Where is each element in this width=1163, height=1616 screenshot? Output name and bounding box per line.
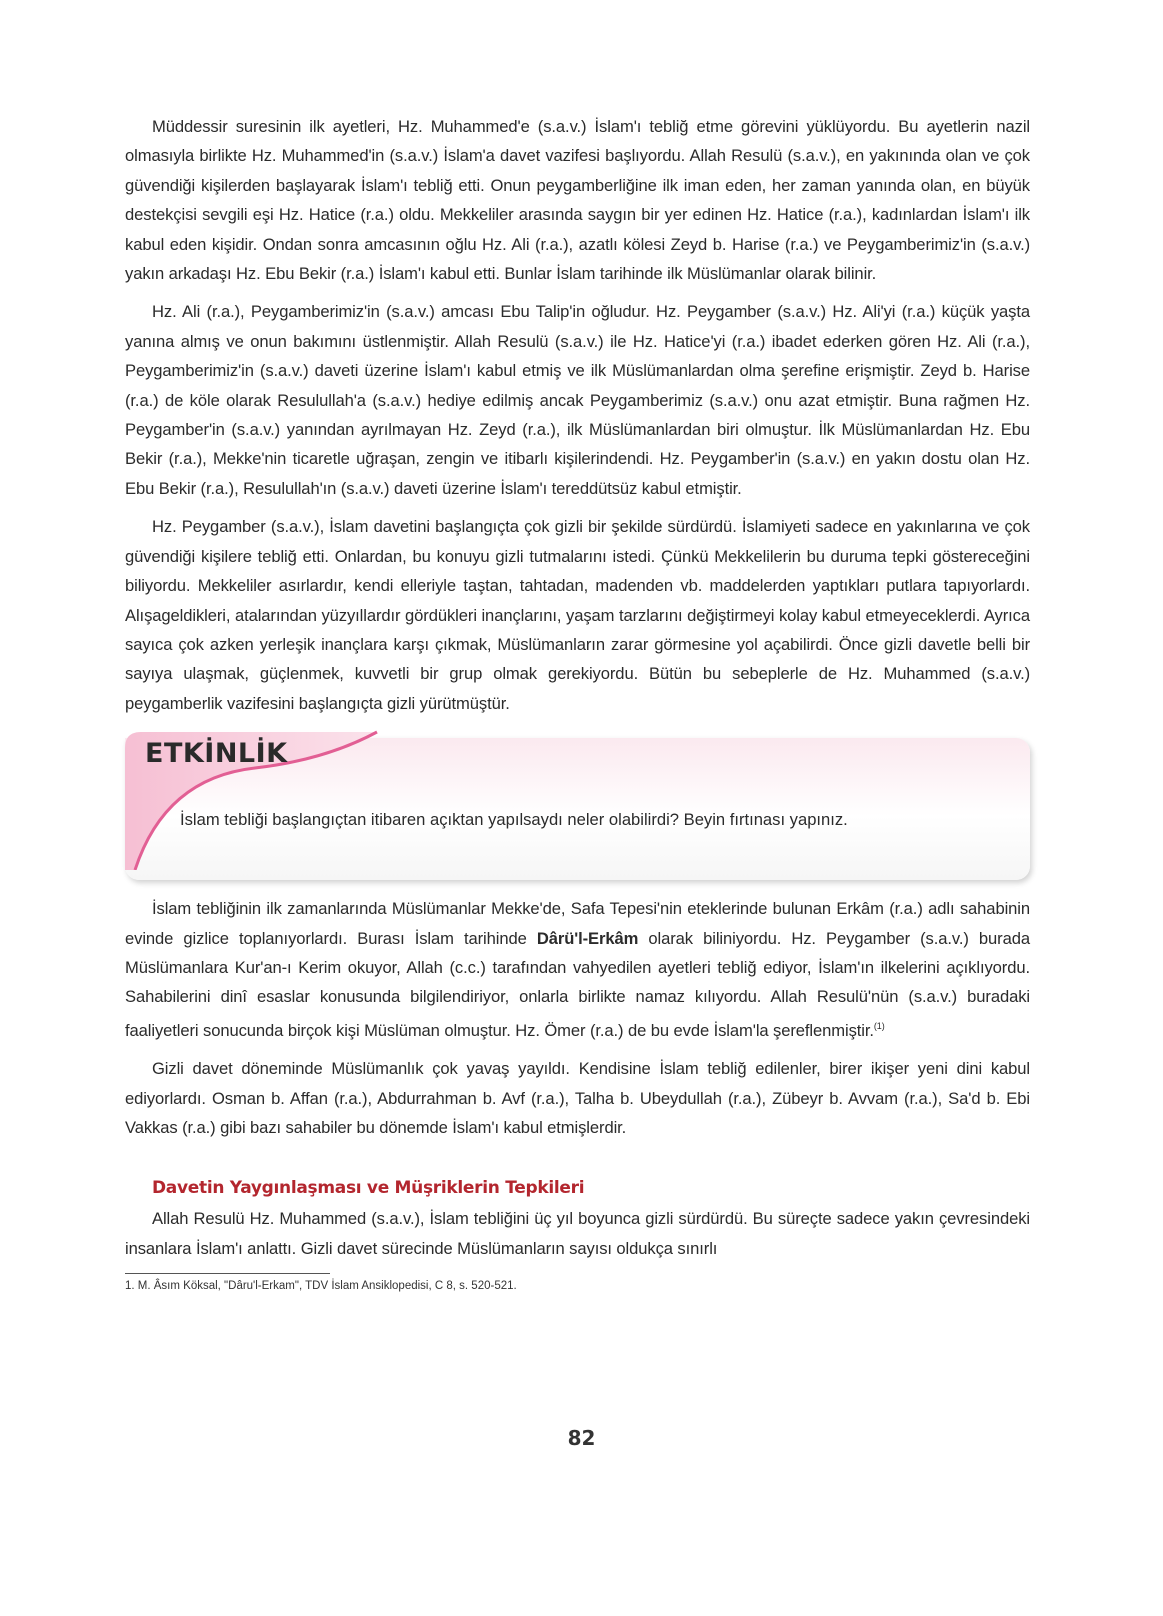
- section-heading: Davetin Yaygınlaşması ve Müşriklerin Tepkileri: [152, 1178, 585, 1199]
- paragraph-1: Müddessir suresinin ilk ayetleri, Hz. Muhammed'e (s.a.v.) İslam'ı tebliğ etme görevini yüklüyordu. Bu ayetlerin nazil olmasıyla birlikte Hz. Muhammed'in (s.a.v.) İslam'a davet vazifesi başlıyordu. Allah Resulü (s.a.v.), en yakınında olan ve çok güvendiği kişilerden başlayarak İslam'ı tebliğ etti. Onun peygamberliğine ilk iman eden, her zaman yanında olan, en büyük destekçisi sevgili eşi Hz. Hatice (r.a.) oldu. Mekkeliler arasında saygın bir yer edinen Hz. Hatice (r.a.), kadınlardan İslam'ı ilk kabul eden kişidir. Ondan sonra amcasının oğlu Hz. Ali (r.a.), azatlı kölesi Zeyd b. Harise (r.a.) ve Peygamberimiz'in (s.a.v.) yakın arkadaşı Hz. Ebu Bekir (r.a.) İslam'ı kabul etti. Bunlar İslam tarihinde ilk Müslümanlar olarak bilinir.: [125, 117, 1030, 284]
- erkam-text-before: İslam tebliğinin ilk zamanlarında Müslümanlar Mekke'de, Safa Tepesi'nin eteklerinde bulunan Erkâm (r.a.) adlı sahabinin evinde gizlice toplanıyorlardı. Burası İslam tarihinde: [125, 899, 1030, 948]
- footnote-reference: (1): [873, 1020, 885, 1031]
- page-content: [125, 112, 1030, 1292]
- erkam-text-after: olarak biliniyordu. Hz. Peygamber (s.a.v.) burada Müslümanlara Kur'an-ı Kerim okuyor, Allah (c.c.) tarafından vahyedilen ayetleri tebliğ ediyor, İslam'ın ilkelerini açıklıyordu. Sahabilerini dinî esaslar konusunda bilgilendiriyor, onlarla birlikte namaz kılıyordu. Allah Resulü'nün (s.a.v.) buradaki faaliyetleri sonucunda birçok kişi Müslüman olmuştur. Hz. Ömer (r.a.) de bu evde İslam'la şereflenmiştir.: [125, 928, 1030, 1040]
- paragraph-2: Hz. Ali (r.a.), Peygamberimiz'in (s.a.v.) amcası Ebu Talip'in oğludur. Hz. Peygamber (s.a.v.) Hz. Ali'yi (r.a.) küçük yaşta yanına almış ve onun bakımını üstlenmiştir. Allah Resulü (s.a.v.) ile Hz. Hatice'yi (r.a.) ibadet ederken gören Hz. Ali (r.a.), Peygamberimiz'in (s.a.v.) daveti üzerine İslam'ı kabul etmiş ve ilk Müslümanlardan olma şerefine erişmiştir. Zeyd b. Harise (r.a.) de köle olarak Resulullah'a (s.a.v.) hediye edilmiş ancak Peygamberimiz (s.a.v.) onu azat etmiştir. Buna rağmen Hz. Peygamber'in (s.a.v.) yanından ayrılmayan Hz. Zeyd (r.a.), ilk Müslümanlardan biri olmuştur. İlk Müslümanlardan Hz. Ebu Bekir (r.a.), Mekke'nin ticaretle uğraşan, zengin ve itibarlı kişilerindendi. Hz. Peygamber'in (s.a.v.) en yakın dostu olan Hz. Ebu Bekir (r.a.), Resulullah'ın (s.a.v.) daveti üzerine İslam'ı tereddütsüz kabul etmiştir.: [125, 302, 1030, 498]
- etkinlik-question: İslam tebliği başlangıçtan itibaren açıktan yapılsaydı neler olabilirdi? Beyin fırtınası yapınız.: [180, 810, 848, 830]
- footnote-divider: [125, 1273, 330, 1274]
- paragraph-gizli-davet: Gizli davet döneminde Müslümanlık çok yavaş yayıldı. Kendisine İslam tebliğ edilenler, birer ikişer yeni dini kabul ediyorlardı. Osman b. Affan (r.a.), Abdurrahman b. Avf (r.a.), Talha b. Ubeydullah (r.a.), Zübeyr b. Avvam (r.a.), Sa'd b. Ebi Vakkas (r.a.) gibi bazı sahabiler bu dönemde İslam'ı kabul etmişlerdir.: [125, 1059, 1030, 1137]
- etkinlik-box: [125, 730, 1030, 880]
- paragraph-3: Hz. Peygamber (s.a.v.), İslam davetini başlangıçta çok gizli bir şekilde sürdürdü. İslamiyeti sadece en yakınlarına ve çok güvendiği kişilere tebliğ etti. Onlardan, bu konuyu gizli tutmalarını istedi. Çünkü Mekkelilerin bu duruma tepki göstereceğini biliyordu. Mekkeliler asırlardır, kendi elleriyle taştan, tahtadan, madenden vb. maddelerden yaptıkları putlara tapıyorlardı. Alışageldikleri, atalarından yüzyıllardır gördükleri inançlarını, yaşam tarzlarını değiştirmeyi kolay kabul etmeyeceklerdi. Ayrıca sayıca çok azken yerleşik inançlara karşı çıkmak, Müslümanların zarar görmesine yol açabilirdi. Önce gizli davetle belli bir sayıya ulaşmak, güçlenmek, kuvvetli bir grup olmak gerekiyordu. Bütün bu sebeplerle de Hz. Muhammed (s.a.v.) peygamberlik vazifesini başlangıçta gizli yürütmüştür.: [125, 517, 1030, 713]
- page-number: 82: [567, 1426, 596, 1450]
- etkinlik-title: ETKİNLİK: [145, 738, 288, 770]
- footnote: 1. M. Âsım Köksal, "Dâru'l-Erkam", TDV İslam Ansiklopedisi, C 8, s. 520-521.: [125, 1280, 517, 1293]
- erkam-bold-term: Dârü'l-Erkâm: [536, 928, 639, 948]
- section-paragraph: Allah Resulü Hz. Muhammed (s.a.v.), İslam tebliğini üç yıl boyunca gizli sürdürdü. Bu süreçte sadece yakın çevresindeki insanlara İslam'ı anlattı. Gizli davet sürecinde Müslümanların sayısı oldukça sınırlı: [125, 1209, 1030, 1258]
- paragraph-erkam: [125, 894, 1030, 1045]
